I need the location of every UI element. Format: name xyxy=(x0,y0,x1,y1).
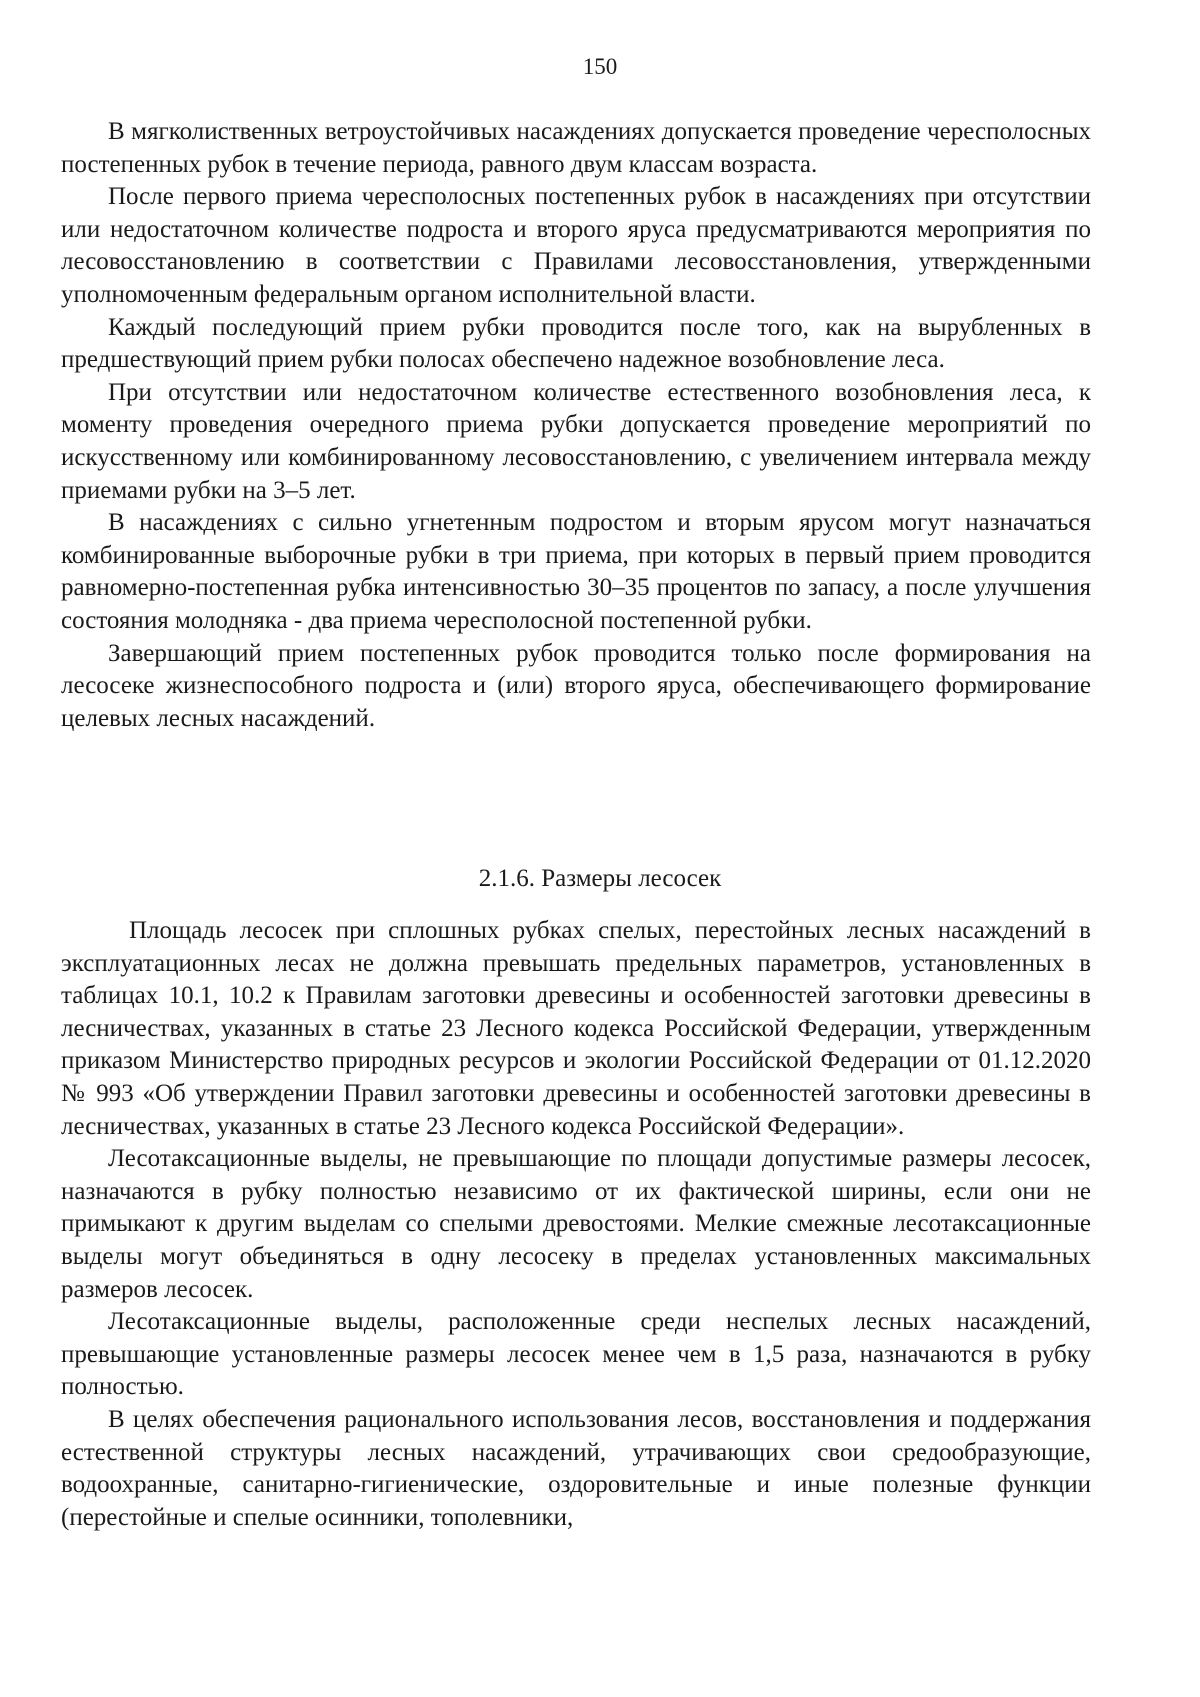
paragraph: В мягколиственных ветроустойчивых насаждениях допускается проведение чересполосных постепенных рубок в течение периода, равного двум классам возраста. xyxy=(61,118,1091,178)
text-block-plot-sizes xyxy=(61,915,1091,1534)
text-block-cutting-methods xyxy=(61,116,1091,735)
paragraph: Каждый последующий прием рубки проводится после того, как на вырубленных в предшествующий прием рубки полосах обеспечено надежное возобновление леса. xyxy=(61,313,1091,374)
paragraph: В насаждениях с сильно угнетенным подростом и вторым ярусом могут назначаться комбинированные выборочные рубки в три приема, при которых в первый прием проводится равномерно-постепенная рубка интенсивностью 30–35 процентов по запасу, а после улучшения состояния молодняка - два приема чересполосной постепенной рубки. xyxy=(61,509,1091,634)
paragraph: Площадь лесосек при сплошных рубках спелых, перестойных лесных насаждений в эксплуатационных лесах не должна превышать предельных параметров, установленных в таблицах 10.1, 10.2 к Правилам заготовки древесины и особенностей заготовки древесины в лесничествах, указанных в статье 23 Лесного кодекса Российской Федерации, утвержденным приказом Министерство природных ресурсов и экологии Российской Федерации от 01.12.2020 № 993 «Об утверждении Правил заготовки древесины и особенностей заготовки древесины в лесничествах, указанных в статье 23 Лесного кодекса Российской Федерации». xyxy=(61,917,1091,1140)
paragraph: Завершающий прием постепенных рубок проводится только после формирования на лесосеке жизнеспособного подроста и (или) второго яруса, обеспечивающего формирование целевых лесных насаждений. xyxy=(61,639,1091,732)
section-heading: 2.1.6. Размеры лесосек xyxy=(478,865,722,892)
paragraph: Лесотаксационные выделы, не превышающие по площади допустимые размеры лесосек, назначаются в рубку полностью независимо от их фактической ширины, если они не примыкают к другим выделам со спелыми древостоями. Мелкие смежные лесотаксационные выделы могут объединяться в одну лесосеку в пределах установленных максимальных размеров лесосек. xyxy=(61,1145,1091,1303)
paragraph: В целях обеспечения рационального использования лесов, восстановления и поддержания естественной структуры лесных насаждений, утрачивающих свои средообразующие, водоохранные, санитарно-гигиенические, оздоровительные и иные полезные функции (перестойные и спелые осинники, тополевники, xyxy=(61,1405,1091,1531)
paragraph: После первого приема чересполосных постепенных рубок в насаждениях при отсутствии или недостаточном количестве подроста и второго яруса предусматриваются мероприятия по лесовосстановлению в соответствии с Правилами лесовосстановления, утвержденными уполномоченным федеральным органом исполнительной власти. xyxy=(61,183,1091,308)
paragraph: Лесотаксационные выделы, расположенные среди неспелых лесных насаждений, превышающие установленные размеры лесосек менее чем в 1,5 раза, назначаются в рубку полностью. xyxy=(61,1308,1091,1401)
page-number: 150 xyxy=(582,54,618,79)
paragraph: При отсутствии или недостаточном количестве естественного возобновления леса, к моменту проведения очередного приема рубки допускается проведение мероприятий по искусственному или комбинированному лесовосстановлению, с увеличением интервала между приемами рубки на 3–5 лет. xyxy=(61,378,1091,504)
